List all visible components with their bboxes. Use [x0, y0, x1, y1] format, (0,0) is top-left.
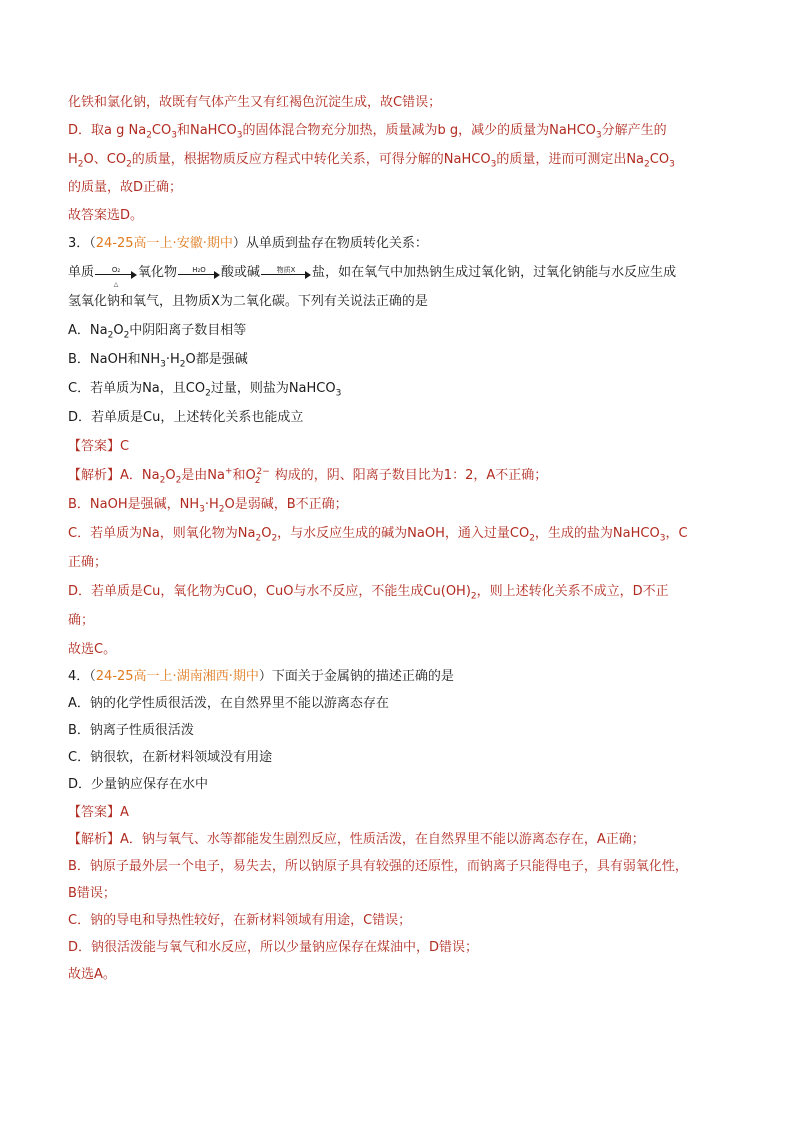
q4-source: 24-25高一上·湖南湘西·期中 [95, 669, 259, 684]
q3-stem: 3．（24-25高一上·安徽·期中）从单质到盐存在物质转化关系： [68, 236, 428, 251]
q4-explanation-d: D．钠很活泼能与氧气和水反应，所以少量钠应保存在煤油中，D错误； [68, 940, 479, 955]
q3-explanation-b: B．NaOH是强碱，$NH_3\cdot H_2O$是弱碱，B不正确； [68, 497, 348, 515]
q4-explanation-c: C．钠的导电和导热性较好，在新材料领域有用途，C错误； [68, 913, 412, 928]
q4-option-a: A．钠的化学性质很活泼，在自然界里不能以游离态存在 [68, 696, 389, 711]
prev-explanation-c: 化铁和氯化钠，故既有气体产生又有红褐色沉淀生成，故C错误； [68, 95, 442, 110]
prev-explanation-d-2: $H_2O$、$CO_2$的质量，根据物质反应方程式中转化关系，可得分解的NaHCO$_3$的质量，进而可测定出$Na_2CO_3$ [68, 152, 675, 170]
q3-option-b: B．NaOH和$NH_3\cdot H_2O$都是强碱 [68, 352, 248, 370]
q4-explanation-b: B．钠原子最外层一个电子，易失去，所以钠原子具有较强的还原性，而钠离子只能得电子，具有弱氧化性， [68, 859, 688, 874]
q4-stem: 4．（24-25高一上·湖南湘西·期中）下面关于金属钠的描述正确的是 [68, 669, 454, 684]
arrow-icon: 物质X [261, 266, 311, 280]
q3-explanation-d-2: 确； [68, 613, 95, 628]
q4-explanation-b-2: B错误； [68, 886, 116, 901]
q4-answer: 【答案】A [68, 805, 129, 820]
q4-explanation-a: 【解析】A．钠与氧气、水等都能发生剧烈反应，性质活泼，在自然界里不能以游离态存在，A正确； [68, 832, 645, 847]
q3-source: 24-25高一上·安徽·期中 [95, 236, 233, 251]
prev-explanation-d-3: 的质量，故D正确； [68, 180, 183, 195]
q3-option-d: D．若单质是Cu，上述转化关系也能成立 [68, 410, 304, 425]
q3-explanation-d: D．若单质是Cu，氧化物为CuO，CuO与水不反应，不能生成$Cu(OH)_2$，则上述转化关系不成立，D不正 [68, 584, 669, 602]
prev-explanation-d: D．取a g $Na_2CO_3$和NaHCO$_3$的固体混合物充分加热，质量减为b g，减少的质量为NaHCO$_3$分解产生的 [68, 123, 667, 141]
q3-answer: 【答案】C [68, 439, 130, 454]
arrow-icon: H₂O [178, 266, 220, 280]
q4-option-c: C．钠很软，在新材料领域没有用途 [68, 750, 273, 765]
q4-conclusion: 故选A。 [68, 967, 116, 982]
q4-option-d: D．少量钠应保存在水中 [68, 777, 209, 792]
q3-explanation-c-2: 正确； [68, 555, 108, 570]
q3-option-a: A．$Na_2O_2$中阴阳离子数目相等 [68, 323, 247, 341]
q3-transformation-chain: 单质 O₂ △ 氧化物 H₂O 酸或碱 物质X 盐，如在氧气中加热钠生成过氧化钠，过氧化钠能与水反应生成 [68, 265, 677, 288]
q4-option-b: B．钠离子性质很活泼 [68, 723, 194, 738]
q3-option-c: C．若单质为Na，且$CO_2$过量，则盐为NaHCO$_3$ [68, 381, 342, 399]
q3-explanation-c: C．若单质为Na，则氧化物为$Na_2O_2$，与水反应生成的碱为NaOH，通入过量$CO_2$，生成的盐为NaHCO$_3$，C [68, 526, 688, 544]
arrow-icon: O₂ △ [95, 266, 137, 280]
q3-conclusion: 故选C。 [68, 642, 117, 657]
q3-explanation-a: 【解析】A．$Na_2O_2$是由Na+和$O_2^{2-}$ 构成的，阴、阳离子数目比为1：2，A不正确； [68, 466, 548, 486]
prev-answer-conclusion: 故答案选D。 [68, 208, 144, 223]
q3-stem-2: 氢氧化钠和氧气，且物质X为二氧化碳。下列有关说法正确的是 [68, 294, 428, 309]
